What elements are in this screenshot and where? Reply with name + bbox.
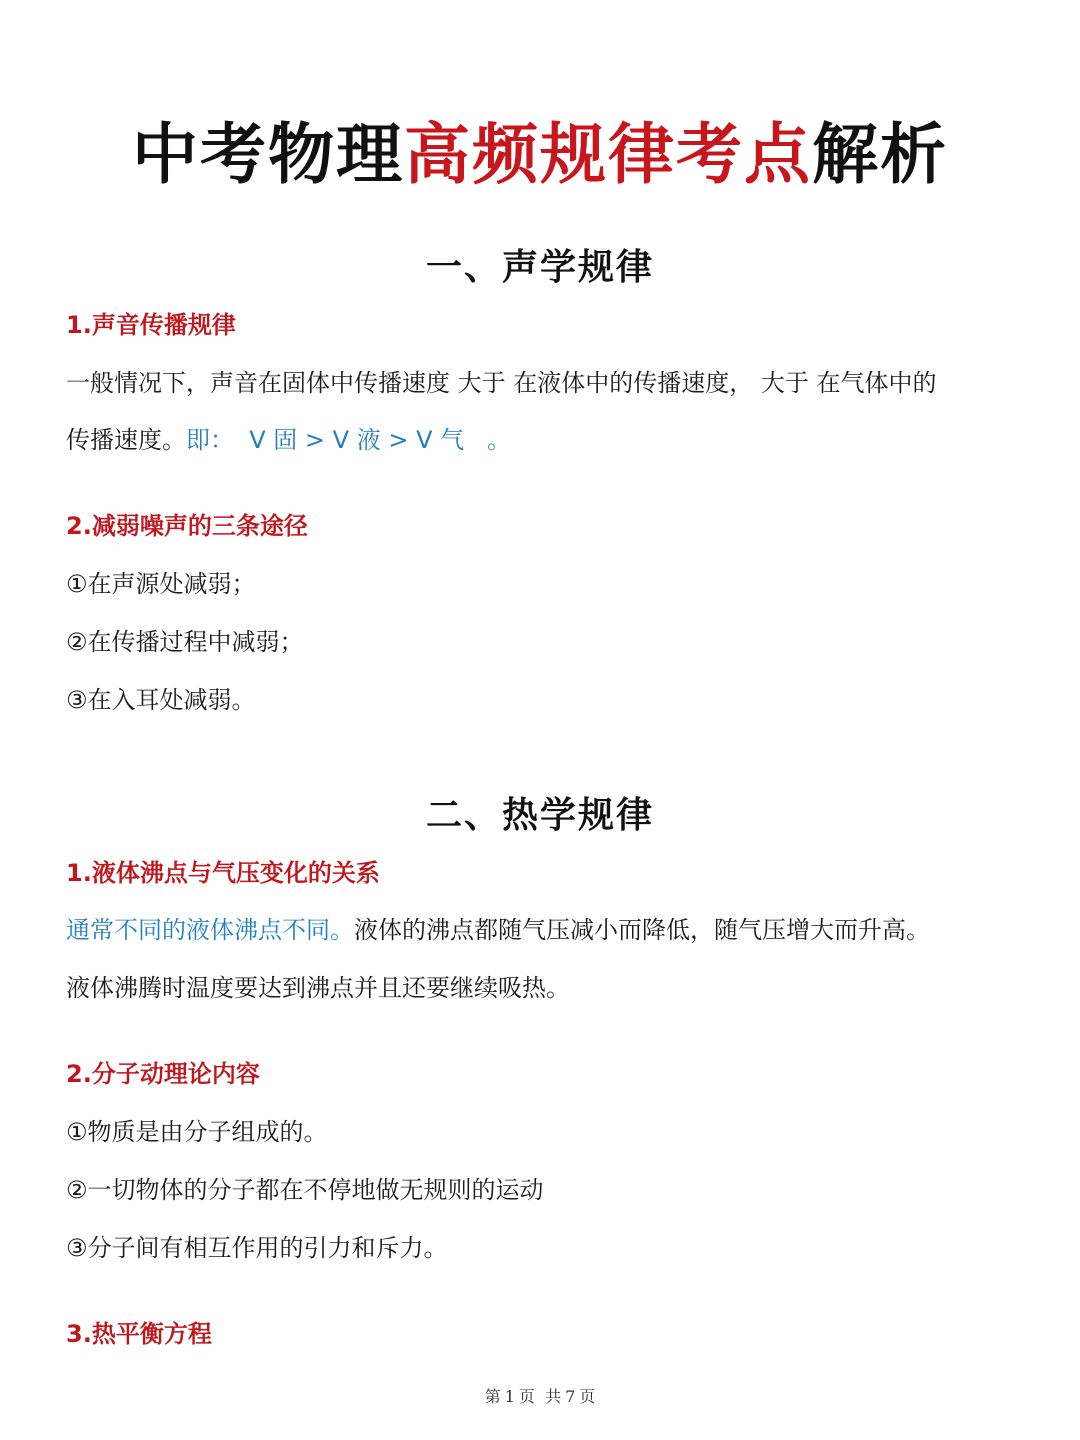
paragraph-sound-speed-line-1: 一般情况下，声音在固体中传播速度 大于 在液体中的传播速度， 大于 在气体中的 [66,369,937,397]
boiling-point-text: 液体的沸点都随气压减小而降低，随气压增大而升高。 [354,916,930,944]
section-heading-acoustics: 一、声学规律 [425,247,654,288]
footer-total-pages: 7 [565,1387,576,1406]
subheading-molecular-theory: 2.分子动理论内容 [66,1060,260,1088]
footer-prefix: 第 [484,1387,501,1406]
boiling-point-highlight: 通常不同的液体沸点不同。 [66,916,354,944]
title-part-1: 中考物理 [132,116,404,193]
sound-speed-formula: 即： V 固 > V 液 > V 气 [186,426,465,454]
subheading-heat-balance: 3.热平衡方程 [66,1320,212,1348]
sound-speed-text: 传播速度。 [66,426,186,454]
list-item-molecular-1: ①物质是由分子组成的。 [66,1118,328,1146]
list-item-noise-1: ①在声源处减弱； [66,570,256,598]
footer-suffix: 页 [579,1387,596,1406]
page-footer [0,1386,1080,1408]
subheading-noise-reduction: 2.减弱噪声的三条途径 [66,512,308,540]
section-heading-thermodynamics: 二、热学规律 [425,795,654,836]
subheading-boiling-point: 1.液体沸点与气压变化的关系 [66,859,380,887]
paragraph-boiling-line-1 [66,914,930,946]
footer-middle: 页 共 [518,1387,562,1406]
list-item-molecular-2: ②一切物体的分子都在不停地做无规则的运动 [66,1176,544,1204]
title-part-2-highlight: 高频规律考点 [404,116,812,193]
list-item-molecular-3: ③分子间有相互作用的引力和斥力。 [66,1234,448,1262]
page-title [0,110,1080,200]
paragraph-sound-speed-line-2 [66,424,511,456]
paragraph-boiling-line-2: 液体沸腾时温度要达到沸点并且还要继续吸热。 [66,974,570,1002]
list-item-noise-2: ②在传播过程中减弱； [66,628,304,656]
sound-speed-formula-end: 。 [464,426,512,454]
subheading-sound-propagation: 1.声音传播规律 [66,311,236,339]
list-item-noise-3: ③在入耳处减弱。 [66,686,256,714]
title-part-3: 解析 [812,116,948,193]
footer-page-number: 1 [504,1387,515,1406]
